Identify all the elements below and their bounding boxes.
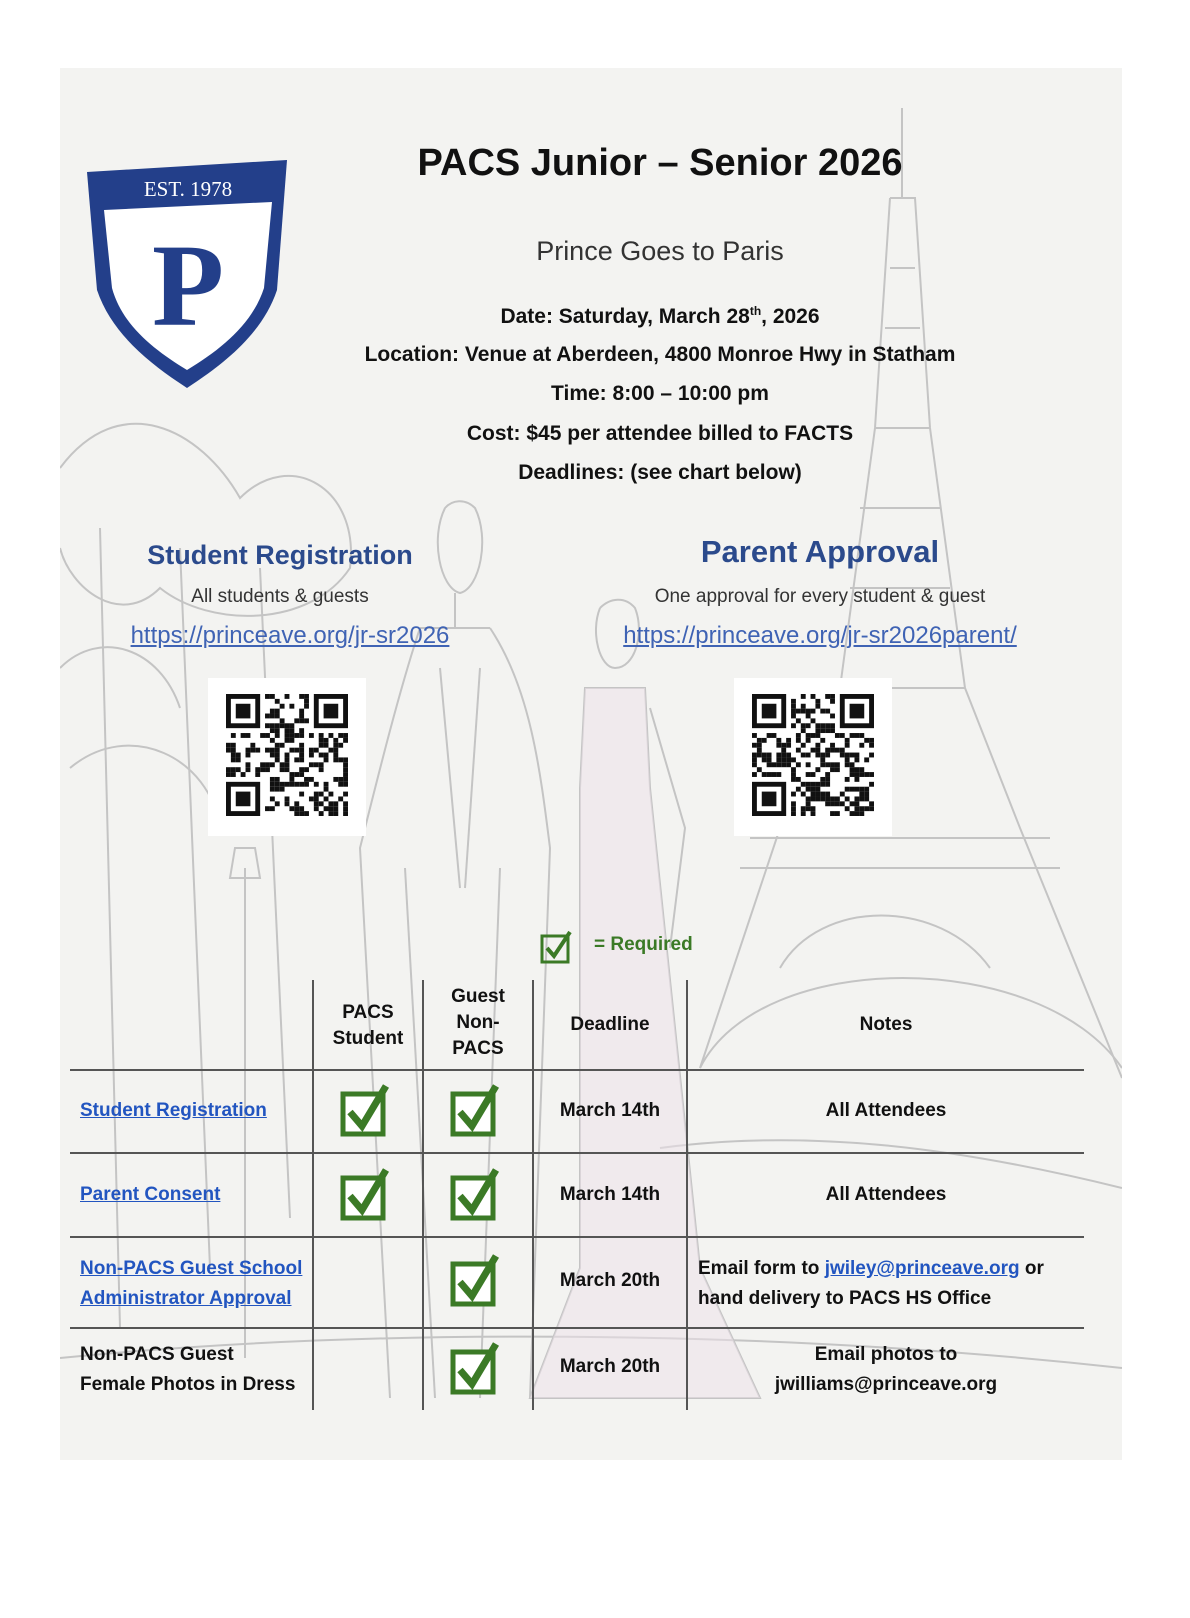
event-location: Location: Venue at Aberdeen, 4800 Monroe Hwy in Statham [364, 343, 956, 366]
event-date: Date: Saturday, March 28th, 2026 [500, 304, 820, 328]
student-registration-qr[interactable] [208, 678, 366, 836]
email-link-jwiley[interactable]: jwiley@princeave.org [824, 1258, 1020, 1279]
logo-letter: P [151, 220, 225, 351]
legend-text: = Required [594, 934, 693, 955]
row-deadline: March 20th [559, 1270, 661, 1291]
logo-est-text: EST. 1978 [143, 177, 233, 201]
flyer-page [60, 68, 1122, 1460]
row-notes: All Attendees [825, 1184, 947, 1205]
page-subtitle: Prince Goes to Paris [536, 236, 784, 266]
page-title: PACS Junior – Senior 2026 [417, 142, 903, 184]
header-deadline: Deadline [570, 1014, 650, 1035]
event-deadlines-note: Deadlines: (see chart below) [518, 461, 802, 484]
row-notes: Email photos to jwilliams@princeave.org [774, 1344, 998, 1395]
parent-approval-link[interactable]: https://princeave.org/jr-sr2026parent/ [623, 622, 1017, 649]
qr-code-icon [752, 694, 874, 816]
required-check-icon [450, 1254, 504, 1308]
deadline-table [70, 980, 1084, 1410]
required-check-icon [450, 1084, 504, 1138]
student-registration-heading: Student Registration [147, 540, 413, 570]
table-divider [70, 1152, 1084, 1154]
student-registration-link[interactable]: https://princeave.org/jr-sr2026 [130, 622, 450, 649]
header-notes: Notes [859, 1014, 913, 1035]
row-deadline: March 20th [559, 1356, 661, 1377]
parent-approval-heading: Parent Approval [700, 534, 940, 569]
event-time: Time: 8:00 – 10:00 pm [551, 382, 769, 405]
table-row-parent-consent[interactable]: Parent Consent [80, 1184, 221, 1205]
table-divider [70, 1236, 1084, 1238]
row-notes: Email form to jwiley@princeave.org or hand delivery to PACS HS Office [698, 1258, 1044, 1309]
table-row-student-registration[interactable]: Student Registration [80, 1100, 267, 1121]
event-cost: Cost: $45 per attendee billed to FACTS [466, 422, 854, 445]
parent-approval-subtitle: One approval for every student & guest [654, 586, 986, 607]
table-row-guest-school-approval[interactable]: Non-PACS Guest School Administrator Approval [80, 1258, 303, 1309]
required-check-icon [450, 1342, 504, 1396]
required-check-icon [340, 1084, 394, 1138]
qr-code-icon [226, 694, 348, 816]
row-deadline: March 14th [559, 1100, 661, 1121]
required-check-icon [340, 1168, 394, 1222]
table-divider [70, 1327, 1084, 1329]
table-divider [70, 1069, 1084, 1071]
row-notes: All Attendees [825, 1100, 947, 1121]
row-deadline: March 14th [559, 1184, 661, 1205]
required-check-icon [450, 1168, 504, 1222]
required-legend [540, 930, 760, 966]
header-guest-non-pacs: Guest Non- PACS [451, 986, 505, 1059]
checkbox-check-icon [540, 930, 580, 964]
student-registration-subtitle: All students & guests [191, 586, 369, 607]
header-pacs-student: PACS Student [332, 1002, 404, 1049]
parent-approval-qr[interactable] [734, 678, 892, 836]
table-row-guest-photos: Non-PACS Guest Female Photos in Dress [80, 1344, 296, 1395]
